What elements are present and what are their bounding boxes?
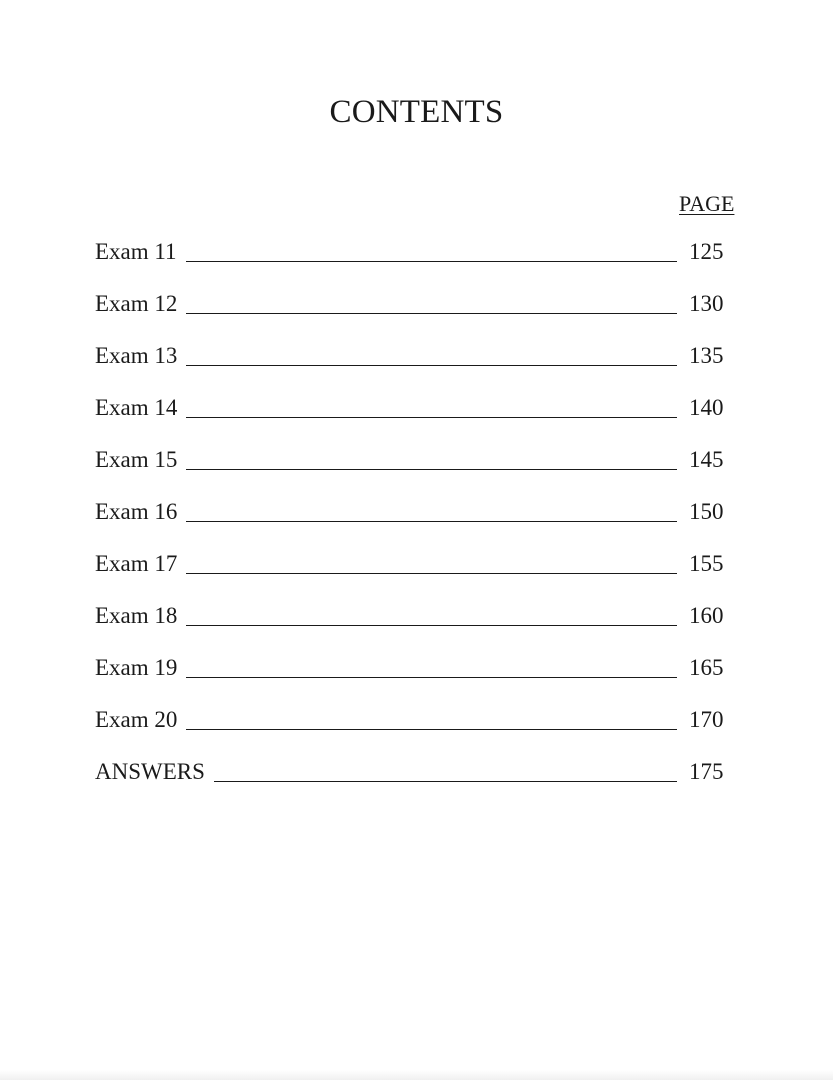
toc-leader-line <box>186 652 677 678</box>
page-title: CONTENTS <box>329 94 504 130</box>
toc-leader-line <box>186 340 677 366</box>
toc-entry <box>95 756 735 808</box>
toc-entry-page: 140 <box>689 395 724 420</box>
toc-entry-page: 150 <box>689 499 724 524</box>
toc-entry-label: Exam 15 <box>95 447 178 472</box>
toc-leader-line <box>186 496 677 522</box>
toc-entry-page: 125 <box>689 239 724 264</box>
toc-leader-line <box>186 288 677 314</box>
toc-entry-page: 175 <box>689 759 724 784</box>
toc-entry-label: Exam 14 <box>95 395 178 420</box>
toc-entry <box>95 548 735 600</box>
toc-entry-page: 155 <box>689 551 724 576</box>
table-of-contents <box>95 236 735 808</box>
toc-entry <box>95 444 735 496</box>
toc-entry-label: Exam 11 <box>95 239 177 264</box>
bottom-edge-shadow <box>0 1070 833 1080</box>
toc-entry <box>95 600 735 652</box>
toc-entry-label: Exam 13 <box>95 343 178 368</box>
toc-entry-label: ANSWERS <box>95 759 205 784</box>
toc-entry-page: 170 <box>689 707 724 732</box>
toc-entry-label: Exam 20 <box>95 707 178 732</box>
toc-entry-label: Exam 12 <box>95 291 178 316</box>
toc-leader-line <box>214 756 677 782</box>
toc-entry-label: Exam 17 <box>95 551 178 576</box>
toc-entry-label: Exam 19 <box>95 655 178 680</box>
toc-entry-label: Exam 18 <box>95 603 178 628</box>
toc-leader-line <box>186 600 677 626</box>
toc-entry-page: 135 <box>689 343 724 368</box>
toc-entry-page: 160 <box>689 603 724 628</box>
toc-entry <box>95 340 735 392</box>
toc-leader-line <box>186 704 677 730</box>
toc-leader-line <box>186 236 677 262</box>
toc-leader-line <box>186 392 677 418</box>
toc-leader-line <box>186 444 677 470</box>
toc-entry <box>95 496 735 548</box>
toc-entry-page: 130 <box>689 291 724 316</box>
toc-entry <box>95 704 735 756</box>
toc-entry <box>95 236 735 288</box>
toc-entry <box>95 652 735 704</box>
toc-entry-page: 165 <box>689 655 724 680</box>
toc-entry <box>95 392 735 444</box>
toc-entry <box>95 288 735 340</box>
toc-leader-line <box>186 548 677 574</box>
toc-entry-label: Exam 16 <box>95 499 178 524</box>
toc-entry-page: 145 <box>689 447 724 472</box>
page-column-header: PAGE <box>679 191 735 216</box>
